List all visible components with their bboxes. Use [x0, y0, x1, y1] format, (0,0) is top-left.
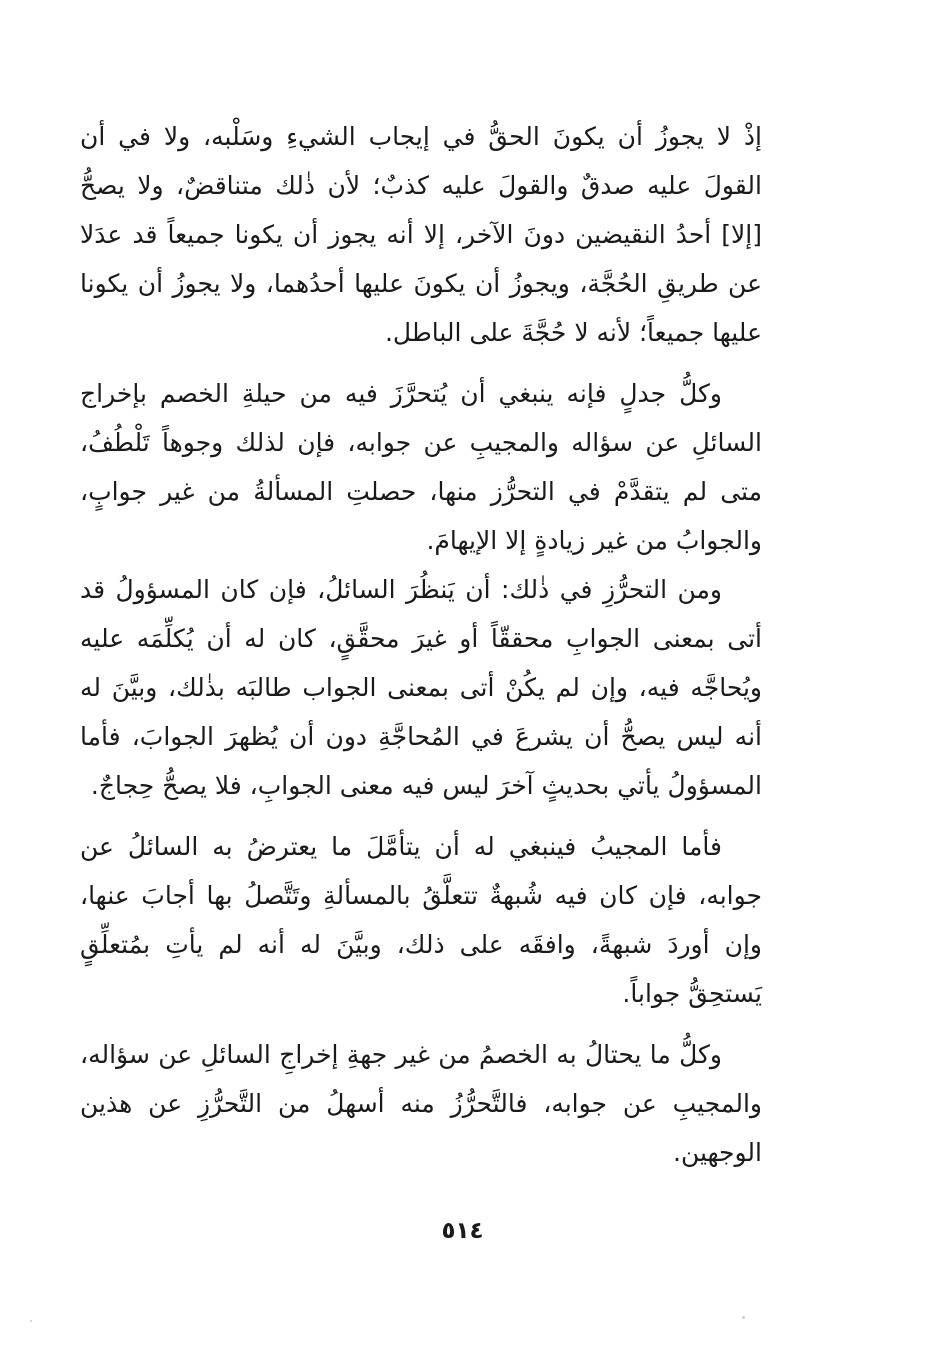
- paragraph-5: وكلُّ ما يحتالُ به الخصمُ من غير جهةِ إخراجِ السائلِ عن سؤاله، والمجيبِ عن جوابه، فالتَّحرُّزُ منه أسهلُ من التَّحرُّزِ عن هذين الوجهين.: [80, 1040, 762, 1167]
- scan-speck: [30, 1320, 32, 1322]
- paragraph-2: وكلُّ جدلٍ فإنه ينبغي أن يُتحرَّزَ فيه من حيلةِ الخصم بإخراج السائلِ عن سؤاله والمجيبِ عن جوابه، فإن لذلك وجوهاً تَلْطُفُ، متى لم يتقدَّمْ في التحرُّز منها، حصلتِ المسألةُ من غير جوابٍ، والجوابُ من غير زيادةٍ إلا الإيهامَ.: [80, 379, 762, 555]
- paragraph-1: إذْ لا يجوزُ أن يكونَ الحقُّ في إيجاب الشيءِ وسَلْبه، ولا في أن القولَ عليه صدقٌ والقولَ عليه كذبٌ؛ لأن ذٰلك متناقضٌ، ولا يصحُّ [إلا] أحدُ النقيضين دونَ الآخر، إلا أنه يجوز أن يكونا جميعاً قد عدَلا عن طريقِ الحُجَّة، ويجوزُ أن يكونَ عليها أحدُهما، ولا يجوزُ أن يكونا عليها جميعاً؛ لأنه لا حُجَّةَ على الباطل.: [80, 122, 762, 347]
- body-text: [80, 112, 762, 1177]
- scan-speck: [742, 1316, 745, 1319]
- paragraph-3: ومن التحرُّزِ في ذٰلك: أن يَنظُرَ السائلُ، فإن كان المسؤولُ قد أتى بمعنى الجوابِ محققّاً أو غيرَ محقَّقٍ، كان له أن يُكلِّمَه عليه ويُحاجَّه فيه، وإن لم يكُنْ أتى بمعنى الجواب طالبَه بذٰلك، وبيَّنَ له أنه ليس يصحُّ أن يشرعَ في المُحاجَّةِ دون أن يُظهرَ الجوابَ، فأما المسؤولُ يأتي بحديثٍ آخرَ ليس فيه معنى الجوابِ، فلا يصحُّ حِجاجٌ.: [80, 575, 762, 800]
- page-number: ٥١٤: [441, 1218, 484, 1244]
- paragraph-4: فأما المجيبُ فينبغي له أن يتأمَّلَ ما يعترضُ به السائلُ عن جوابه، فإن كان فيه شُبهةٌ تتعلَّقُ بالمسألةِ وتَتَّصلُ بها أجابَ عنها، وإن أوردَ شبهةً، وافقَه على ذلك، وبيَّنَ له أنه لم يأتِ بمُتعلِّقٍ يَستحِقُّ جواباً.: [80, 832, 762, 1008]
